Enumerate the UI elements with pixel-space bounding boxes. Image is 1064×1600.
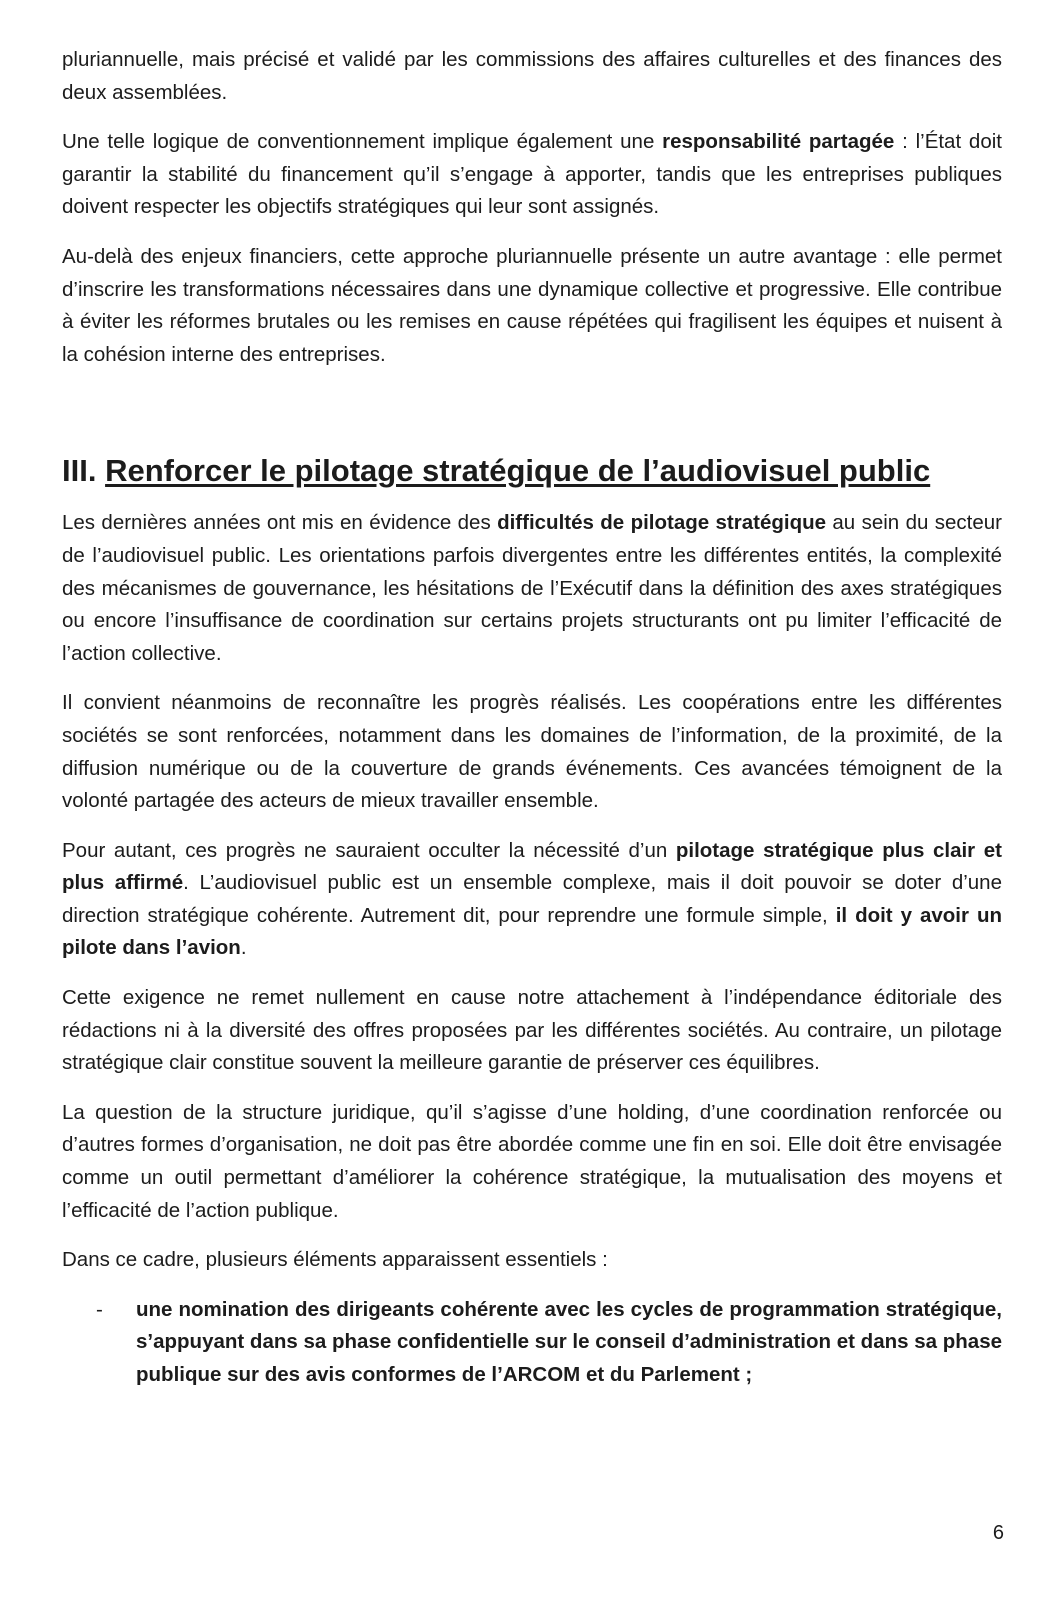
paragraph xyxy=(62,835,1002,965)
paragraph xyxy=(62,1244,1002,1277)
bullet-list xyxy=(62,1294,1002,1392)
text-run: La question de la structure juridique, qu’il s’agisse d’une holding, d’une coordination renforcée ou d’autres formes d’organisation, ne doit pas être abordée comme une fin en soi. Elle doit être envisagée comme un outil permettant d’améliorer la cohérence stratégique, la mutualisation des moyens et l’efficacité de l’action publique. xyxy=(62,1100,1002,1222)
paragraphs-after xyxy=(62,507,1002,1276)
paragraphs-before xyxy=(62,44,1002,371)
text-run: . L’audiovisuel public est un ensemble complexe, mais il doit pouvoir se doter d’une direction stratégique cohérente. Autrement dit, pour reprendre une formule simple, xyxy=(62,871,1002,927)
section-title: Renforcer le pilotage stratégique de l’audiovisuel public xyxy=(105,453,931,489)
text-run: Au-delà des enjeux financiers, cette approche pluriannuelle présente un autre avantage : elle permet d’inscrire les transformations nécessaires dans une dynamique collective et progressive. Elle contribue à éviter les réformes brutales ou les remises en cause répétées qui fragilisent les équipes et nuisent à la cohésion interne des entreprises. xyxy=(62,244,1002,366)
bullet-text: une nomination des dirigeants cohérente avec les cycles de programmation stratégique, s’appuyant dans sa phase confidentielle sur le conseil d’administration et dans sa phase publique sur des avis conformes de l’ARCOM et du Parlement ; xyxy=(136,1297,1002,1386)
paragraph xyxy=(62,1097,1002,1227)
text-run: : l’État doit garantir la stabilité du financement qu’il s’engage à apporter, tandis que les entreprises publiques doivent respecter les objectifs stratégiques qui leur sont assignés. xyxy=(62,130,1002,219)
paragraph xyxy=(62,507,1002,670)
section-number: III. xyxy=(62,453,97,489)
paragraph xyxy=(62,126,1002,224)
text-run: Les dernières années ont mis en évidence des xyxy=(62,511,498,535)
emphasis-text: responsabilité partagée xyxy=(662,130,895,154)
text-run: au sein du secteur de l’audiovisuel public. Les orientations parfois divergentes entre les différentes entités, la complexité des mécanismes de gouvernance, les hésitations de l’Exécutif dans la définition des axes stratégiques ou encore l’insuffisance de coordination sur certains projets structurants ont pu limiter l’efficacité de l’action collective. xyxy=(62,511,1002,665)
text-run: Une telle logique de conventionnement implique également une xyxy=(62,130,663,154)
document-page xyxy=(62,44,1002,1392)
emphasis-text: difficultés de pilotage stratégique xyxy=(497,511,827,535)
paragraph xyxy=(62,241,1002,371)
text-run: Cette exigence ne remet nullement en cause notre attachement à l’indépendance éditoriale des rédactions ni à la diversité des offres proposées par les différentes sociétés. Au contraire, un pilotage stratégique clair constitue souvent la meilleure garantie de préserver ces équilibres. xyxy=(62,986,1002,1075)
page-number: 6 xyxy=(992,1522,1004,1544)
paragraph xyxy=(62,982,1002,1080)
bullet-dash: - xyxy=(96,1297,103,1321)
text-run: Pour autant, ces progrès ne sauraient occulter la nécessité d’un xyxy=(62,838,676,862)
paragraph xyxy=(62,44,1002,109)
text-run: Il convient néanmoins de reconnaître les progrès réalisés. Les coopérations entre les différentes sociétés se sont renforcées, notamment dans les domaines de l’information, de la proximité, de la diffusion numérique ou de la couverture de grands événements. Ces avancées témoignent de la volonté partagée des acteurs de mieux travailler ensemble. xyxy=(62,691,1002,813)
section-heading xyxy=(62,451,1002,491)
text-run: Dans ce cadre, plusieurs éléments apparaissent essentiels : xyxy=(62,1248,608,1272)
bullet-item xyxy=(62,1294,1002,1392)
emphasis-text: pilotage stratégique plus clair et plus affirmé xyxy=(62,838,1002,895)
paragraph xyxy=(62,687,1002,817)
emphasis-text: il doit y avoir un pilote dans l’avion xyxy=(62,903,1002,960)
text-run: pluriannuelle, mais précisé et validé par les commissions des affaires culturelles et des finances des deux assemblées. xyxy=(62,48,1002,104)
text-run: . xyxy=(240,936,247,960)
